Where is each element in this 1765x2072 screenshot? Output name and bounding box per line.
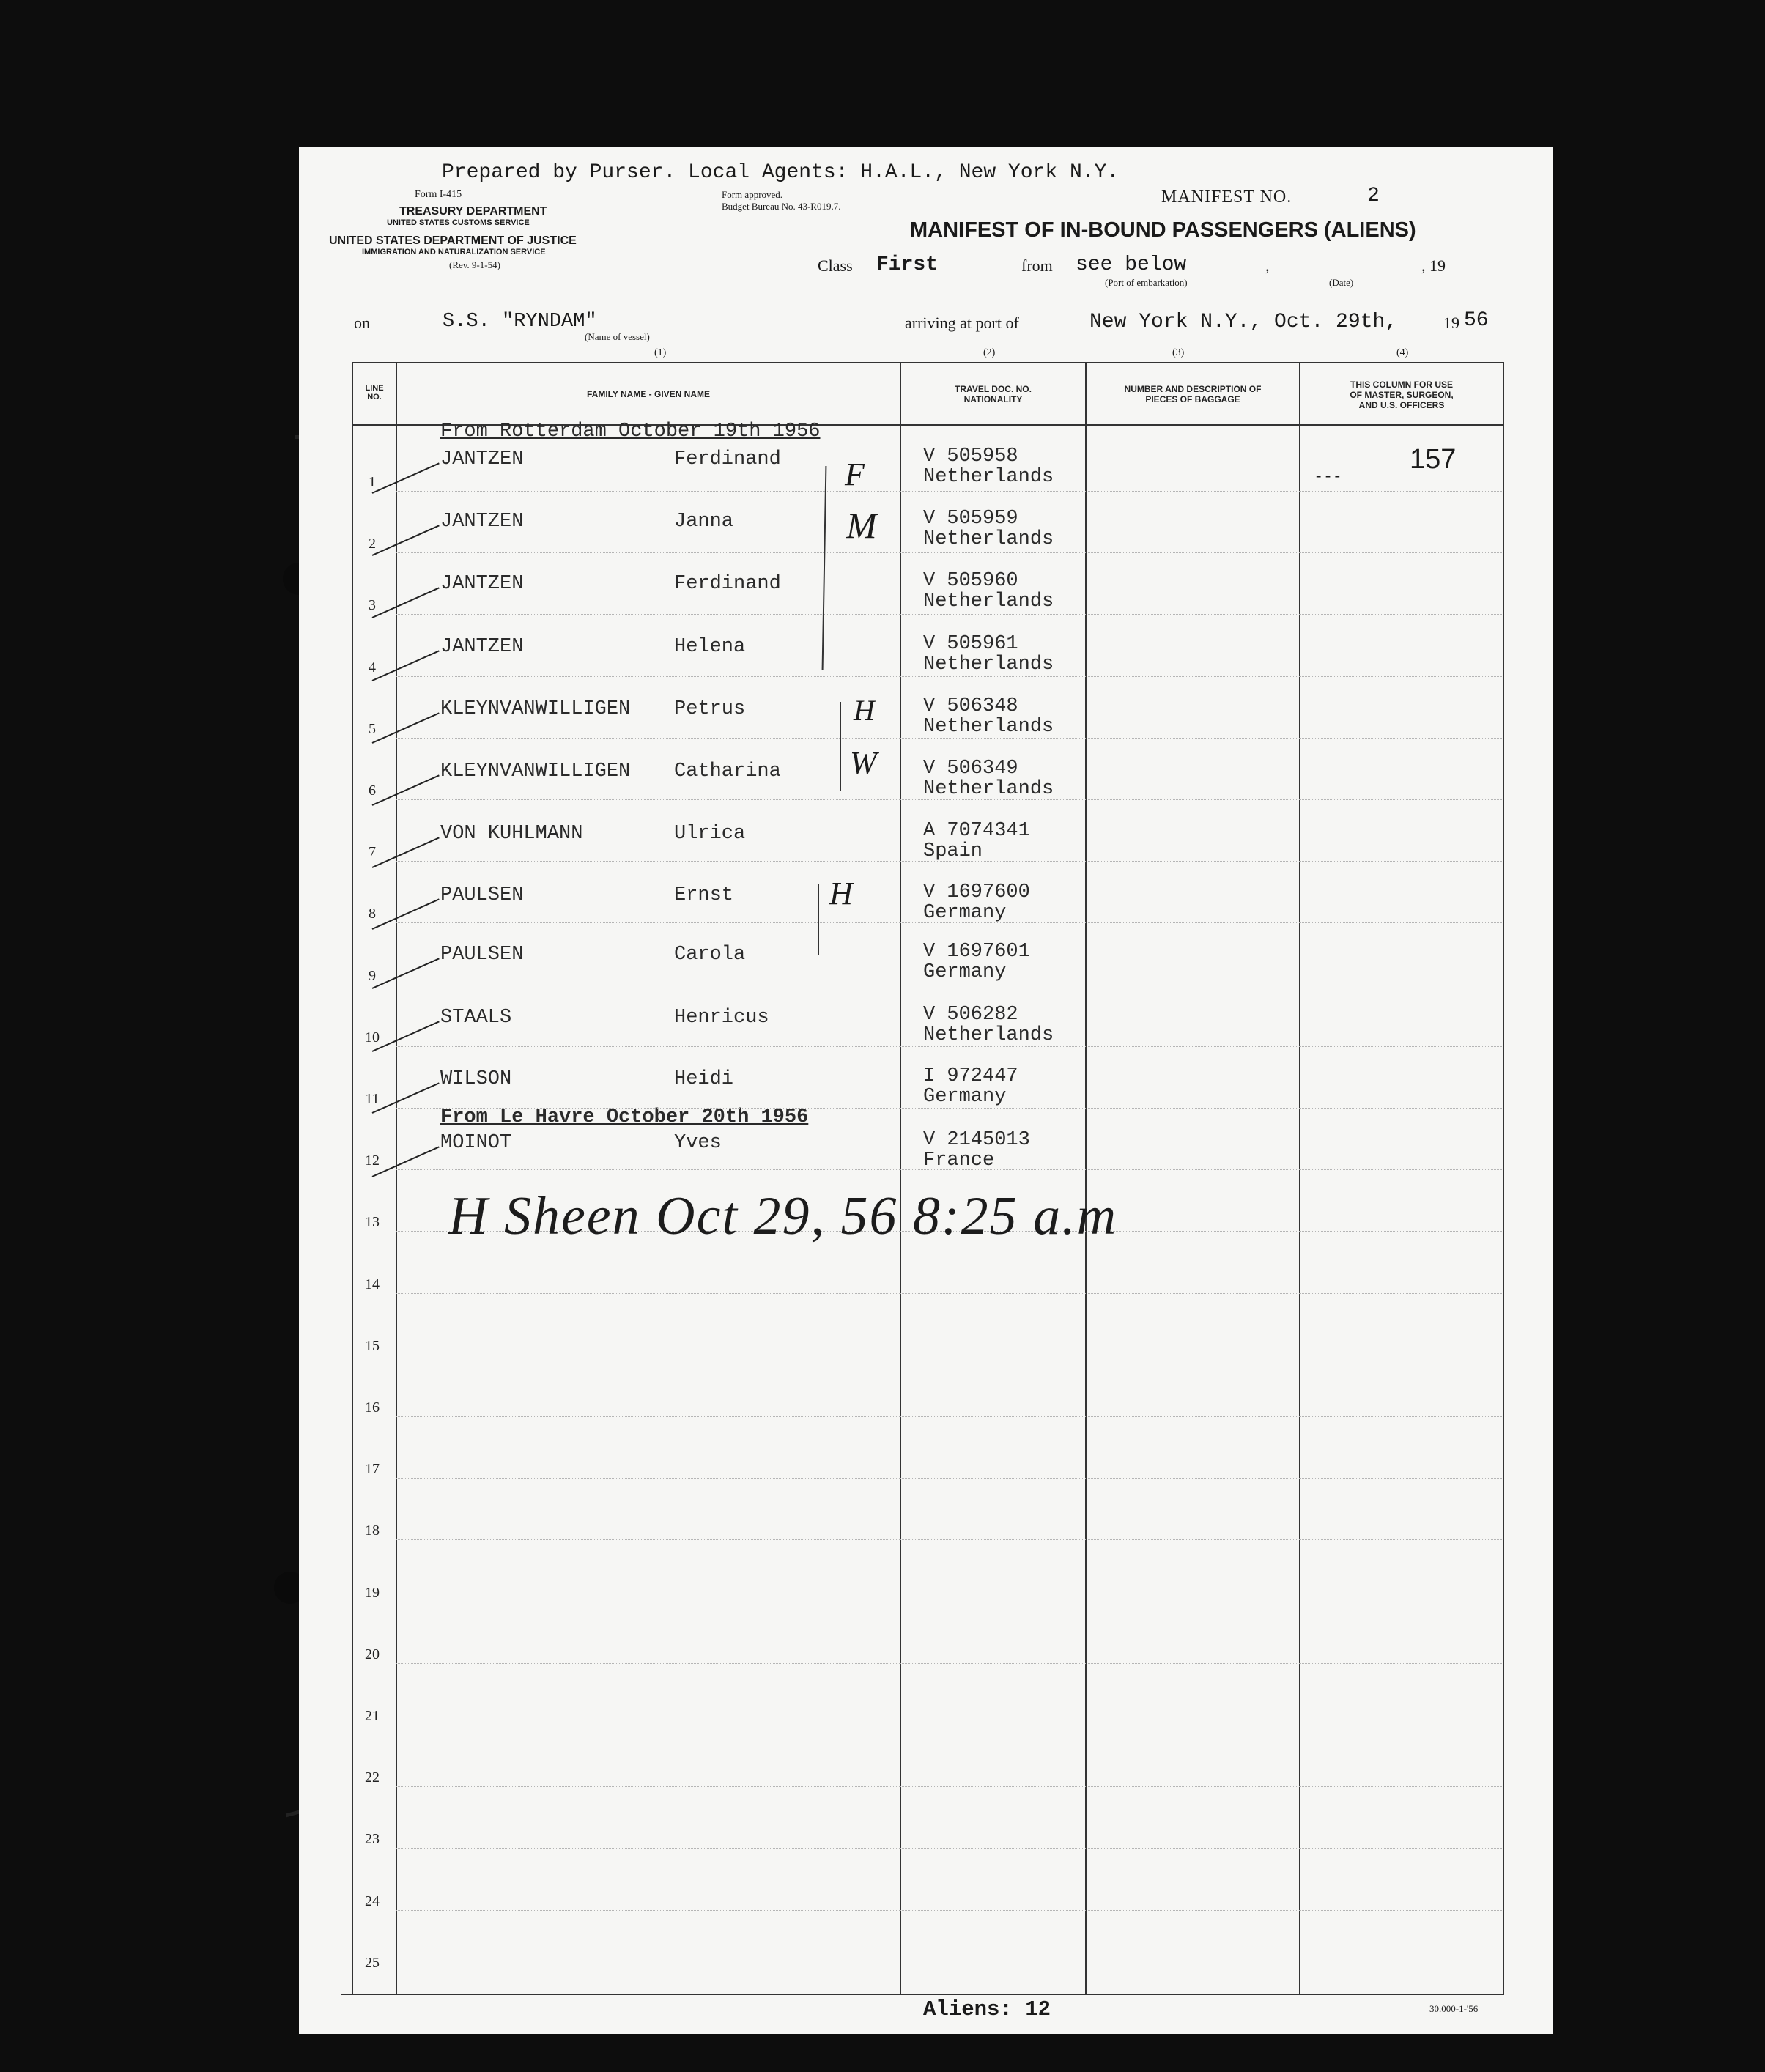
arriving-label: arriving at port of [905, 314, 1019, 332]
travel-doc-number: V 506348 [923, 695, 1018, 717]
travel-doc-number: A 7074341 [923, 820, 1030, 842]
column-number-3: (3) [1172, 347, 1185, 358]
nationality: Netherlands [923, 591, 1054, 613]
given-name: Janna [674, 511, 734, 533]
given-name: Ernst [674, 884, 734, 906]
row-divider [396, 614, 1502, 615]
from-value: see below [1076, 254, 1187, 276]
officer-dash: - - - [1316, 466, 1340, 484]
print-code: 30.000-1-'56 [1429, 2003, 1479, 2014]
vessel-name: S.S. "RYNDAM" [443, 311, 597, 333]
budget-bureau: Budget Bureau No. 43-R019.7. [722, 201, 841, 212]
line-number: 15 [365, 1337, 380, 1354]
nationality: France [923, 1150, 995, 1172]
given-name: Ulrica [674, 823, 746, 845]
travel-doc-number: V 2145013 [923, 1129, 1030, 1151]
row-divider [396, 1046, 1502, 1047]
from-comma: , [1265, 256, 1270, 275]
row-divider [396, 922, 1502, 923]
line-number: 14 [365, 1276, 380, 1292]
given-name: Ferdinand [674, 573, 781, 595]
row-divider [396, 1848, 1502, 1849]
line-number: 11 [365, 1091, 380, 1107]
section-header-lehavre: From Le Havre October 20th 1956 [440, 1106, 809, 1128]
treasury-department: TREASURY DEPARTMENT [399, 205, 547, 218]
family-name: JANTZEN [440, 573, 524, 595]
family-name: JANTZEN [440, 448, 524, 470]
column-divider-3 [1299, 362, 1300, 1994]
row-divider [396, 861, 1502, 862]
section-header-rotterdam: From Rotterdam October 19th 1956 [440, 421, 821, 443]
row-divider [396, 1293, 1502, 1294]
travel-doc-number: V 505959 [923, 508, 1018, 530]
line-number: 13 [365, 1214, 380, 1231]
line-number: 2 [369, 536, 376, 552]
column-number-2: (2) [983, 347, 996, 358]
vessel-caption: (Name of vessel) [585, 331, 650, 342]
family-name: PAULSEN [440, 884, 524, 906]
travel-doc-number: V 1697600 [923, 881, 1030, 903]
prepared-by: Prepared by Purser. Local Agents: H.A.L., New York N.Y. [442, 161, 1120, 184]
form-number: Form I-415 [415, 189, 462, 200]
column-divider-2 [1085, 362, 1087, 1994]
line-number: 19 [365, 1584, 380, 1601]
inspector-signature: H Sheen Oct 29, 56 8:25 a.m [448, 1186, 1118, 1246]
line-number: 4 [369, 659, 376, 676]
date-caption: (Date) [1329, 277, 1354, 288]
line-number: 10 [365, 1029, 380, 1046]
family-name: PAULSEN [440, 944, 524, 966]
row-divider [396, 1169, 1502, 1170]
family-bracket [818, 884, 819, 955]
line-number: 25 [365, 1954, 380, 1971]
customs-service: UNITED STATES CUSTOMS SERVICE [387, 218, 530, 227]
family-name: KLEYNVANWILLIGEN [440, 761, 631, 782]
travel-doc-number: V 1697601 [923, 941, 1030, 963]
manifest-no-label: MANIFEST NO. [1161, 188, 1292, 207]
family-bracket [840, 702, 841, 791]
family-mark: H [854, 694, 875, 727]
row-divider [396, 1416, 1502, 1417]
family-mark: F [845, 456, 865, 492]
family-name: VON KUHLMANN [440, 823, 583, 845]
given-name: Yves [674, 1132, 722, 1154]
given-name: Henricus [674, 1007, 769, 1029]
line-number: 21 [365, 1708, 380, 1724]
line-number: 6 [369, 782, 376, 799]
travel-doc-number: V 505961 [923, 633, 1018, 655]
header-line-no: LINE NO. [365, 384, 384, 402]
nationality: Netherlands [923, 654, 1054, 676]
line-number: 9 [369, 967, 376, 984]
line-number: 1 [369, 474, 376, 490]
family-name: KLEYNVANWILLIGEN [440, 698, 631, 720]
year-prefix: , 19 [1421, 256, 1446, 275]
revision: (Rev. 9-1-54) [449, 259, 500, 270]
given-name: Petrus [674, 698, 746, 720]
line-number: 24 [365, 1892, 380, 1909]
on-label: on [354, 314, 370, 332]
arriving-year: 56 [1464, 309, 1489, 332]
family-name: MOINOT [440, 1132, 512, 1154]
table-top-border [352, 362, 1504, 363]
column-divider-1 [900, 362, 901, 1994]
given-name: Heidi [674, 1068, 734, 1090]
manifest-title: MANIFEST OF IN-BOUND PASSENGERS (ALIENS) [910, 218, 1416, 242]
line-number: 5 [369, 720, 376, 737]
nationality: Netherlands [923, 716, 1054, 738]
family-name: STAALS [440, 1007, 512, 1029]
line-number: 20 [365, 1646, 380, 1662]
family-name: JANTZEN [440, 636, 524, 658]
travel-doc-number: I 972447 [923, 1065, 1018, 1087]
given-name: Helena [674, 636, 746, 658]
row-divider [396, 738, 1502, 739]
given-name: Catharina [674, 761, 781, 782]
header-names: FAMILY NAME - GIVEN NAME [586, 389, 711, 399]
family-name: JANTZEN [440, 511, 524, 533]
form-approved: Form approved. [722, 189, 783, 200]
line-number: 17 [365, 1461, 380, 1478]
arriving-port: New York N.Y., Oct. 29th, [1089, 311, 1398, 333]
row-divider [396, 1478, 1502, 1479]
class-value: First [876, 254, 939, 276]
line-number: 12 [365, 1152, 380, 1169]
family-mark: M [846, 505, 877, 546]
from-label: from [1021, 256, 1053, 275]
nationality: Netherlands [923, 466, 1054, 488]
nationality: Netherlands [923, 528, 1054, 550]
nationality: Netherlands [923, 778, 1054, 800]
row-divider [396, 1663, 1502, 1664]
immigration-service: IMMIGRATION AND NATURALIZATION SERVICE [362, 248, 546, 256]
port-caption: (Port of embarkation) [1105, 277, 1188, 288]
row-divider [396, 1108, 1502, 1109]
header-baggage: NUMBER AND DESCRIPTION OF PIECES OF BAGGAGE [1124, 384, 1262, 404]
line-number: 7 [369, 844, 376, 861]
line-number: 22 [365, 1769, 380, 1786]
row-divider [396, 491, 1502, 492]
nationality: Germany [923, 961, 1007, 983]
row-divider [396, 552, 1502, 553]
line-number: 3 [369, 597, 376, 614]
travel-doc-number: V 505960 [923, 570, 1018, 592]
row-divider [396, 676, 1502, 677]
row-divider [396, 799, 1502, 800]
column-number-4: (4) [1396, 347, 1409, 358]
manifest-no-value: 2 [1367, 185, 1380, 207]
travel-doc-number: V 506282 [923, 1004, 1018, 1026]
family-mark: W [850, 745, 877, 781]
justice-department: UNITED STATES DEPARTMENT OF JUSTICE [329, 234, 577, 247]
line-number: 18 [365, 1522, 380, 1539]
family-mark: H [829, 876, 853, 911]
travel-doc-number: V 505958 [923, 445, 1018, 467]
row-divider [396, 1786, 1502, 1787]
travel-doc-number: V 506349 [923, 758, 1018, 780]
column-number-1: (1) [654, 347, 667, 358]
arriving-year-prefix: 19 [1443, 314, 1459, 332]
nationality: Germany [923, 1086, 1007, 1108]
family-name: WILSON [440, 1068, 512, 1090]
table-right-border [1503, 362, 1504, 1994]
line-number: 16 [365, 1399, 380, 1416]
line-number: 8 [369, 906, 376, 922]
row-divider [396, 1539, 1502, 1540]
given-name: Ferdinand [674, 448, 781, 470]
aliens-total: Aliens: 12 [923, 1997, 1051, 2021]
class-label: Class [818, 256, 853, 275]
header-officers: THIS COLUMN FOR USE OF MASTER, SURGEON, AND U.S. OFFICERS [1350, 380, 1454, 410]
header-travel-doc: TRAVEL DOC. NO. NATIONALITY [955, 384, 1032, 404]
nationality: Netherlands [923, 1024, 1054, 1046]
given-name: Carola [674, 944, 746, 966]
row-divider [396, 1910, 1502, 1911]
officer-number: 157 [1410, 444, 1457, 475]
nationality: Spain [923, 840, 983, 862]
nationality: Germany [923, 902, 1007, 924]
line-number: 23 [365, 1831, 380, 1848]
table-bottom-border [341, 1994, 1504, 1995]
